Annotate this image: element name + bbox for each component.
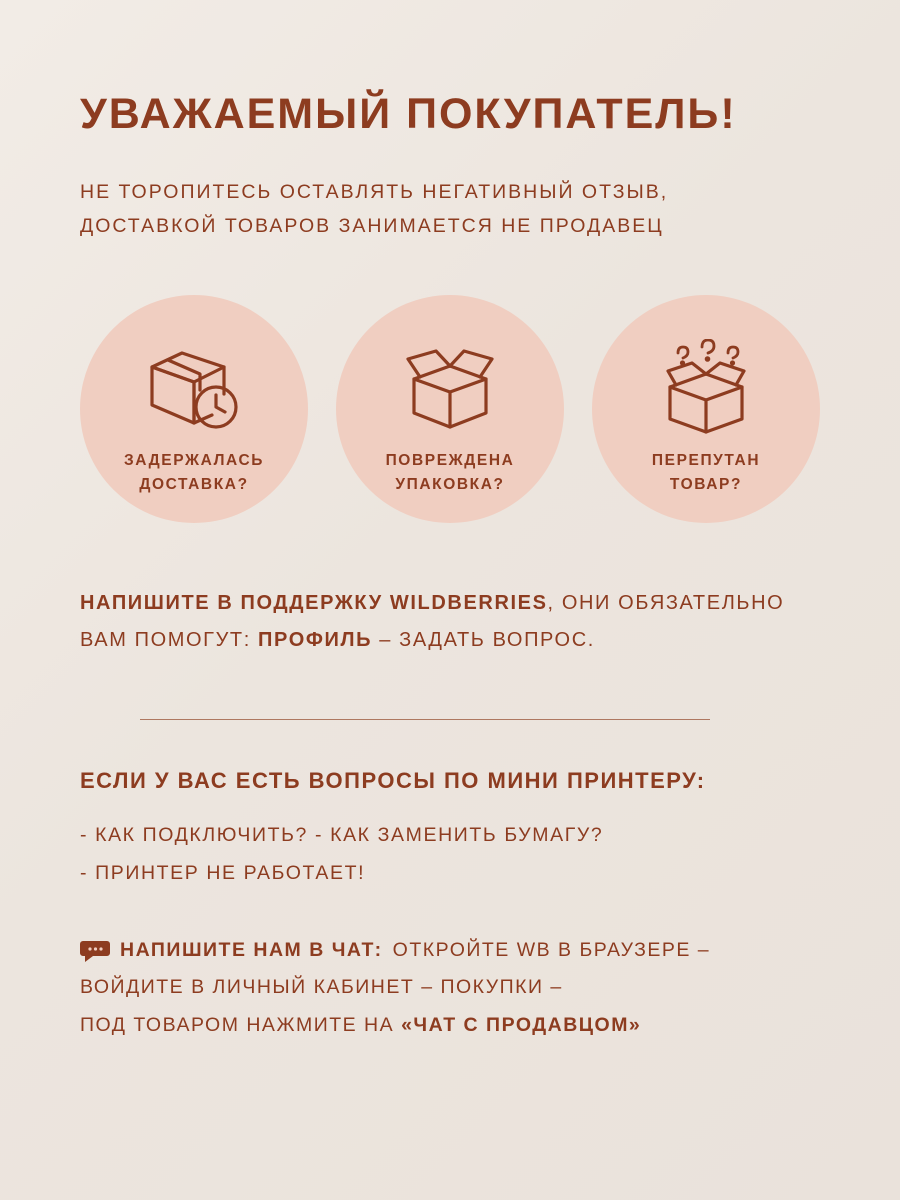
support-line-1 <box>80 585 830 622</box>
chat-line-2: ВОЙДИТЕ В ЛИЧНЫЙ КАБИНЕТ – ПОКУПКИ – <box>80 976 563 999</box>
question-item: - КАК ПОДКЛЮЧИТЬ? - КАК ЗАМЕНИТЬ БУМАГУ? <box>80 824 604 847</box>
reason-caption-line-1: ПОВРЕЖДЕНА <box>385 452 515 470</box>
reason-caption <box>652 449 760 497</box>
support-rest-2: – ЗАДАТЬ ВОПРОС. <box>372 629 595 652</box>
chat-line-1 <box>80 932 830 969</box>
reason-caption-line-2: ТОВАР? <box>669 476 743 494</box>
chat-instructions <box>80 932 830 1043</box>
open-box-with-questions-icon <box>646 335 766 443</box>
subtitle <box>80 175 800 243</box>
subtitle-line-1: НЕ ТОРОПИТЕСЬ ОСТАВЛЯТЬ НЕГАТИВНЫЙ ОТЗЫВ, <box>80 181 669 204</box>
reason-wrong-item <box>592 295 820 523</box>
question-item: - ПРИНТЕР НЕ РАБОТАЕТ! <box>80 862 366 885</box>
reason-caption-line-2: ДОСТАВКА? <box>139 476 249 494</box>
reason-damaged-packaging <box>336 295 564 523</box>
damaged-open-box-icon <box>390 335 510 443</box>
support-bold-2: ПРОФИЛЬ <box>258 629 373 652</box>
support-instructions <box>80 585 830 659</box>
chat-bold-label: НАПИШИТЕ НАМ В ЧАТ: <box>120 939 383 962</box>
chat-line-1-rest: ОТКРОЙТЕ WB В БРАУЗЕРЕ – <box>392 939 711 962</box>
reason-delivery-delayed <box>80 295 308 523</box>
support-rest-1: , ОНИ ОБЯЗАТЕЛЬНО <box>547 592 785 615</box>
questions-title: ЕСЛИ У ВАС ЕСТЬ ВОПРОСЫ ПО МИНИ ПРИНТЕРУ: <box>80 768 706 794</box>
chat-line-3 <box>80 1007 830 1044</box>
section-divider <box>140 719 710 720</box>
reasons-list <box>80 295 830 523</box>
support-plain-2: ВАМ ПОМОГУТ: <box>80 629 259 652</box>
support-line-2 <box>80 622 830 659</box>
support-bold-1: НАПИШИТЕ В ПОДДЕРЖКУ WILDBERRIES <box>80 592 548 615</box>
reason-caption-line-1: ЗАДЕРЖАЛАСЬ <box>123 452 264 470</box>
reason-caption <box>386 449 515 497</box>
box-with-clock-icon <box>134 335 254 443</box>
reason-caption <box>124 449 264 497</box>
subtitle-line-2: ДОСТАВКОЙ ТОВАРОВ ЗАНИМАЕТСЯ НЕ ПРОДАВЕЦ <box>80 215 664 238</box>
reason-caption-line-1: ПЕРЕПУТАН <box>651 452 761 470</box>
page-title: УВАЖАЕМЫЙ ПОКУПАТЕЛЬ! <box>80 90 737 138</box>
chat-line-3-plain: ПОД ТОВАРОМ НАЖМИТЕ НА <box>80 1013 402 1036</box>
chat-bubble-icon <box>80 939 110 963</box>
reason-caption-line-2: УПАКОВКА? <box>395 476 505 494</box>
chat-line-3-bold: «ЧАТ С ПРОДАВЦОМ» <box>401 1013 642 1036</box>
questions-list <box>80 816 830 892</box>
